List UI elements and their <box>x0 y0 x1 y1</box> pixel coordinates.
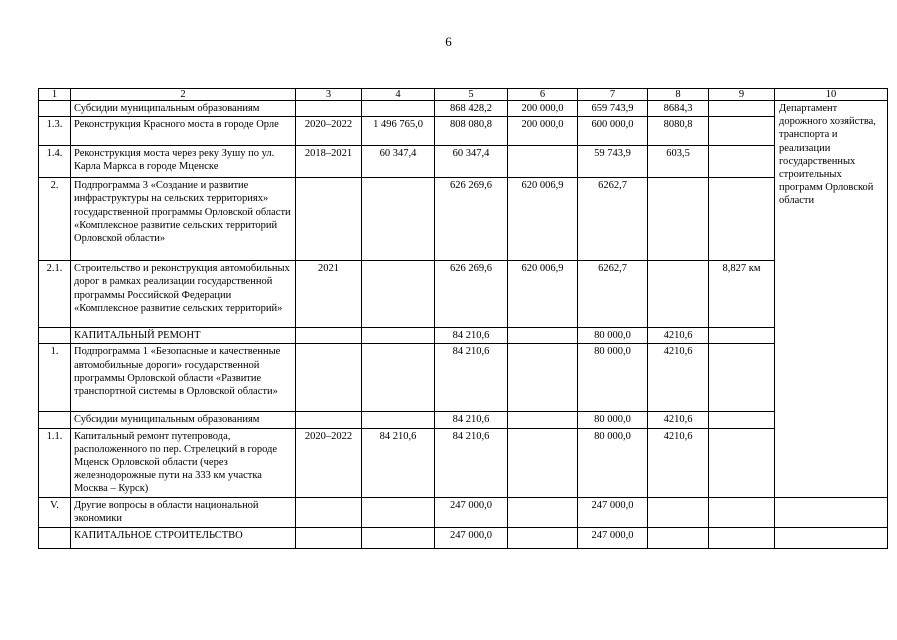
row-local <box>648 527 709 548</box>
row-period <box>296 344 362 412</box>
table-row <box>39 178 888 261</box>
row-total: 84 210,6 <box>435 428 508 497</box>
header-col-1: 1 <box>39 89 71 101</box>
page-number: 6 <box>445 34 452 49</box>
row-period: 2020–2022 <box>296 117 362 146</box>
row-number <box>39 412 71 428</box>
row-federal <box>508 412 578 428</box>
row-regional: 659 743,9 <box>578 101 648 117</box>
row-capacity: 8,827 км <box>709 261 775 328</box>
row-total: 84 210,6 <box>435 344 508 412</box>
table-row <box>39 497 888 527</box>
row-total: 84 210,6 <box>435 412 508 428</box>
row-number: 1. <box>39 344 71 412</box>
row-local <box>648 261 709 328</box>
row-regional: 59 743,9 <box>578 146 648 178</box>
row-period: 2018–2021 <box>296 146 362 178</box>
table-row <box>39 428 888 497</box>
table-row <box>39 101 888 117</box>
row-cost <box>362 328 435 344</box>
row-federal: 200 000,0 <box>508 101 578 117</box>
row-total: 247 000,0 <box>435 527 508 548</box>
row-regional: 6262,7 <box>578 261 648 328</box>
row-federal <box>508 328 578 344</box>
row-total: 84 210,6 <box>435 328 508 344</box>
row-regional: 247 000,0 <box>578 497 648 527</box>
header-col-2: 2 <box>71 89 296 101</box>
program-table <box>38 88 888 549</box>
row-capacity <box>709 328 775 344</box>
table-row <box>39 117 888 146</box>
row-local: 4210,6 <box>648 412 709 428</box>
row-title: Субсидии муниципальным образованиям <box>71 101 296 117</box>
table-row <box>39 146 888 178</box>
row-number: 1.1. <box>39 428 71 497</box>
row-org <box>775 497 888 527</box>
row-capacity <box>709 497 775 527</box>
row-cost <box>362 101 435 117</box>
row-number: 2. <box>39 178 71 261</box>
row-regional: 80 000,0 <box>578 328 648 344</box>
row-title: Реконструкция Красного моста в городе Орле <box>71 117 296 146</box>
row-federal: 200 000,0 <box>508 117 578 146</box>
row-total: 60 347,4 <box>435 146 508 178</box>
row-federal: 620 006,9 <box>508 178 578 261</box>
row-number <box>39 527 71 548</box>
header-col-4: 4 <box>362 89 435 101</box>
row-total: 868 428,2 <box>435 101 508 117</box>
row-number: 1.3. <box>39 117 71 146</box>
row-title: Капитальный ремонт путепровода, расположенного по пер. Стрелецкий в городе Мценск Орловской области (через железнодорожные пути на 333 км участка Москва – Курск) <box>71 428 296 497</box>
row-capacity <box>709 178 775 261</box>
row-federal <box>508 527 578 548</box>
row-period <box>296 328 362 344</box>
row-regional: 6262,7 <box>578 178 648 261</box>
row-capacity <box>709 428 775 497</box>
header-col-5: 5 <box>435 89 508 101</box>
row-regional: 600 000,0 <box>578 117 648 146</box>
row-federal <box>508 497 578 527</box>
row-title: Другие вопросы в области национальной экономики <box>71 497 296 527</box>
row-federal <box>508 344 578 412</box>
header-col-7: 7 <box>578 89 648 101</box>
row-period: 2020–2022 <box>296 428 362 497</box>
row-number <box>39 101 71 117</box>
row-cost <box>362 527 435 548</box>
row-regional: 80 000,0 <box>578 412 648 428</box>
row-title: Реконструкция моста через реку Зушу по ул. Карла Маркса в городе Мценске <box>71 146 296 178</box>
row-local: 4210,6 <box>648 328 709 344</box>
row-cost: 1 496 765,0 <box>362 117 435 146</box>
row-total: 247 000,0 <box>435 497 508 527</box>
row-capacity <box>709 527 775 548</box>
row-number: 2.1. <box>39 261 71 328</box>
table-row <box>39 344 888 412</box>
responsible-org: Департамент дорожного хозяйства, транспорта и реализации государственных строительных программ Орловской области <box>775 101 888 498</box>
row-title: Подпрограмма 3 «Создание и развитие инфраструктуры на сельских территориях» государственной программы Орловской области «Комплексное развитие сельских территорий Орловской области» <box>71 178 296 261</box>
row-title: Строительство и реконструкция автомобильных дорог в рамках реализации государственной программы Российской Федерации «Комплексное развитие сельских территорий» <box>71 261 296 328</box>
row-capacity <box>709 412 775 428</box>
row-period <box>296 178 362 261</box>
header-col-3: 3 <box>296 89 362 101</box>
row-local <box>648 497 709 527</box>
row-capacity <box>709 117 775 146</box>
header-row <box>39 89 888 101</box>
header-col-9: 9 <box>709 89 775 101</box>
row-cost <box>362 344 435 412</box>
row-period <box>296 497 362 527</box>
table-row <box>39 261 888 328</box>
row-total: 626 269,6 <box>435 178 508 261</box>
row-cost <box>362 412 435 428</box>
row-period <box>296 101 362 117</box>
header-col-6: 6 <box>508 89 578 101</box>
row-regional: 80 000,0 <box>578 428 648 497</box>
row-cost <box>362 497 435 527</box>
header-col-10: 10 <box>775 89 888 101</box>
row-number <box>39 328 71 344</box>
row-federal <box>508 428 578 497</box>
row-total: 626 269,6 <box>435 261 508 328</box>
table-row <box>39 412 888 428</box>
row-title: Подпрограмма 1 «Безопасные и качественные автомобильные дороги» государственной программы Орловской области «Развитие транспортной системы в Орловской области» <box>71 344 296 412</box>
row-local: 8684,3 <box>648 101 709 117</box>
row-local: 8080,8 <box>648 117 709 146</box>
row-title: Субсидии муниципальным образованиям <box>71 412 296 428</box>
row-period <box>296 527 362 548</box>
row-cost <box>362 178 435 261</box>
row-title: КАПИТАЛЬНЫЙ РЕМОНТ <box>71 328 296 344</box>
row-number: 1.4. <box>39 146 71 178</box>
row-capacity <box>709 146 775 178</box>
row-cost: 60 347,4 <box>362 146 435 178</box>
row-capacity <box>709 101 775 117</box>
row-local: 4210,6 <box>648 344 709 412</box>
row-total: 808 080,8 <box>435 117 508 146</box>
row-cost: 84 210,6 <box>362 428 435 497</box>
row-local: 4210,6 <box>648 428 709 497</box>
row-period <box>296 412 362 428</box>
table-row <box>39 328 888 344</box>
row-period: 2021 <box>296 261 362 328</box>
row-title: КАПИТАЛЬНОЕ СТРОИТЕЛЬСТВО <box>71 527 296 548</box>
row-cost <box>362 261 435 328</box>
row-federal: 620 006,9 <box>508 261 578 328</box>
row-federal <box>508 146 578 178</box>
row-local: 603,5 <box>648 146 709 178</box>
row-local <box>648 178 709 261</box>
header-col-8: 8 <box>648 89 709 101</box>
table-row <box>39 527 888 548</box>
row-number: V. <box>39 497 71 527</box>
row-regional: 247 000,0 <box>578 527 648 548</box>
row-regional: 80 000,0 <box>578 344 648 412</box>
row-capacity <box>709 344 775 412</box>
row-org <box>775 527 888 548</box>
